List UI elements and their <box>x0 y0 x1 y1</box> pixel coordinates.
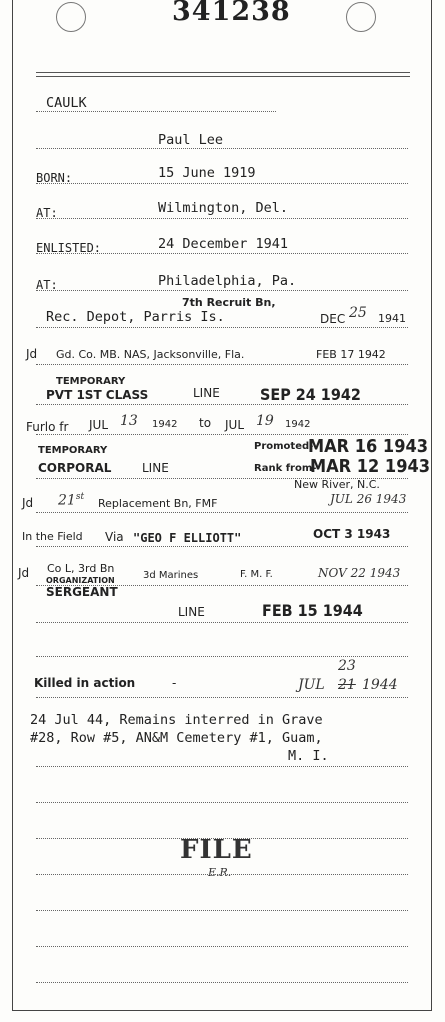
enlist-place-line <box>36 290 408 291</box>
jd2-location: New River, N.C. <box>294 478 380 491</box>
jd3-unit-3: F. M. F. <box>240 569 273 580</box>
furlo-to-day: 19 <box>256 413 274 429</box>
jd2-unit: Replacement Bn, FMF <box>98 497 218 510</box>
born-line <box>36 183 408 184</box>
recruit-depot: Rec. Depot, Parris Is. <box>46 309 225 325</box>
org-rank: SERGEANT <box>46 585 118 599</box>
rank-from-date: MAR 12 1943 <box>310 456 430 477</box>
jd2-ordinal-suffix: st <box>75 492 85 502</box>
furlo-label: Furlo fr <box>26 420 69 434</box>
furlo-from-month: JUL <box>89 418 109 432</box>
blank-line-7 <box>36 946 408 947</box>
jd2-ordinal-number: 21 <box>58 492 76 509</box>
jd2-ordinal <box>58 492 84 509</box>
jd2-date: JUL 26 1943 <box>330 492 407 506</box>
furlo-to-month: JUL <box>225 418 245 432</box>
given-name: Paul Lee <box>158 132 224 148</box>
recruit-line <box>36 327 408 328</box>
jd1-date: FEB 17 1942 <box>316 348 386 361</box>
birth-at-label: AT: <box>36 206 58 220</box>
kia-year: 1944 <box>362 677 398 693</box>
temp1-label: TEMPORARY <box>56 376 126 387</box>
header-rule <box>36 72 410 73</box>
birth-place: Wilmington, Del. <box>158 200 289 216</box>
org-date: FEB 15 1944 <box>262 601 363 620</box>
temp2-type: LINE <box>142 461 169 475</box>
jd3-line <box>36 585 408 586</box>
blank-line-5 <box>36 874 408 875</box>
furlo-from-day: 13 <box>120 413 138 429</box>
born-label: BORN: <box>36 171 73 185</box>
jd3-prefix: Jd <box>18 566 30 580</box>
blank-line-6 <box>36 910 408 911</box>
enlist-place: Philadelphia, Pa. <box>158 273 297 289</box>
born-date: 15 June 1919 <box>158 165 256 181</box>
recruit-unit: 7th Recruit Bn, <box>182 296 276 309</box>
promoted-label: Promoted- <box>254 441 314 452</box>
recruit-date-month: DEC <box>320 312 346 326</box>
enlist-at-label: AT: <box>36 278 58 292</box>
jd2-line <box>36 512 408 513</box>
jd2-prefix: Jd <box>22 496 34 510</box>
jd1-prefix: Jd <box>26 347 38 361</box>
furlo-line <box>36 434 408 435</box>
punch-hole-right <box>346 2 376 32</box>
org-type: LINE <box>178 605 205 619</box>
card-number: 341238 <box>172 0 291 27</box>
kia-line <box>36 697 408 698</box>
jd3-unit-2: 3d Marines <box>143 570 199 581</box>
surname: CAULK <box>46 95 87 111</box>
temp1-type: LINE <box>193 386 220 400</box>
jd1-line <box>36 364 408 365</box>
temp2-label: TEMPORARY <box>38 445 108 456</box>
blank-line-2 <box>36 766 408 767</box>
field-line <box>36 546 408 547</box>
field-ship: "GEO F ELLIOTT" <box>133 531 242 545</box>
temp1-rank: PVT 1ST CLASS <box>46 388 149 402</box>
field-label: In the Field <box>22 530 83 543</box>
promoted-date: MAR 16 1943 <box>308 436 428 457</box>
furlo-year-2: 1942 <box>285 419 311 430</box>
kia-day-new: 23 <box>338 658 356 674</box>
kia-day-old: 21 <box>338 677 356 693</box>
org-line <box>36 622 408 623</box>
birth-place-line <box>36 218 408 219</box>
org-label: ORGANIZATION <box>46 576 115 585</box>
enlisted-date: 24 December 1941 <box>158 236 289 252</box>
blank-line-1 <box>36 656 408 657</box>
furlo-year-1: 1942 <box>152 419 178 430</box>
file-initials: E.R. <box>208 866 232 879</box>
given-name-line <box>36 148 408 149</box>
enlisted-label: ENLISTED: <box>36 241 102 255</box>
enlisted-line <box>36 253 408 254</box>
temp2-rank: CORPORAL <box>38 461 112 475</box>
jd3-unit: Co L, 3rd Bn <box>47 562 115 575</box>
furlo-to-label: to <box>199 416 212 430</box>
recruit-date-year: 1941 <box>378 312 406 325</box>
file-stamp: FILE <box>180 835 253 865</box>
remarks-line-2: #28, Row #5, AN&M Cemetery #1, Guam, <box>30 730 323 746</box>
rank-from-label: Rank from- <box>254 463 317 474</box>
blank-line-8 <box>36 982 408 983</box>
jd3-date: NOV 22 1943 <box>318 566 401 580</box>
header-rule-2 <box>36 76 410 77</box>
blank-line-3 <box>36 802 408 803</box>
recruit-date-day: 25 <box>349 305 367 321</box>
remarks-line-3: M. I. <box>288 748 329 764</box>
kia-label: Killed in action <box>34 676 136 690</box>
remarks-line-1: 24 Jul 44, Remains interred in Grave <box>30 712 323 728</box>
field-via: Via <box>105 530 124 544</box>
kia-month: JUL <box>298 677 325 693</box>
temp1-date: SEP 24 1942 <box>260 385 361 404</box>
jd1-unit: Gd. Co. MB. NAS, Jacksonville, Fla. <box>56 348 245 361</box>
temp1-line <box>36 404 408 405</box>
field-date: OCT 3 1943 <box>313 527 391 541</box>
punch-hole-left <box>56 2 86 32</box>
surname-line <box>36 111 276 112</box>
kia-dash: - <box>172 676 177 690</box>
